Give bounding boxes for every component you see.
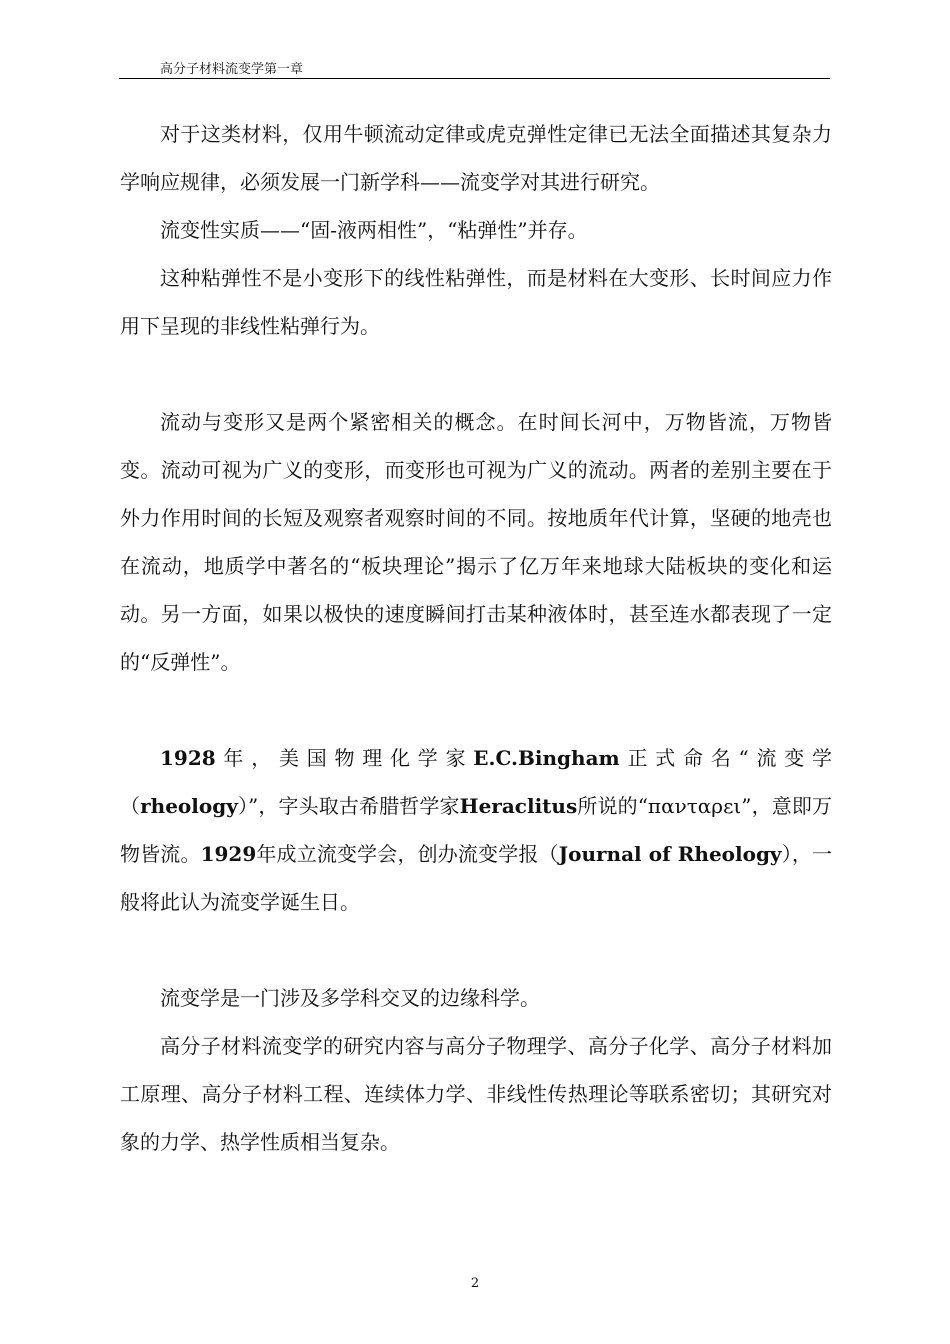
paragraph-5 <box>120 734 832 926</box>
text-segment: 正式命名“流变学（ <box>120 746 832 818</box>
paragraph-gap <box>120 926 832 974</box>
text-segment: ），一般将此认为流变学诞生日。 <box>120 842 833 914</box>
year-1929: 1929 <box>200 842 257 866</box>
page-number: 2 <box>470 1276 480 1291</box>
journal-name: Journal of Rheology <box>558 842 782 866</box>
paragraph-1: 对于这类材料，仅用牛顿流动定律或虎克弹性定律已无法全面描述其复杂力学响应规律，必须发展一门新学科——流变学对其进行研究。 <box>120 122 832 194</box>
paragraph-4: 流动与变形又是两个紧密相关的概念。在时间长河中，万物皆流，万物皆变。流动可视为广义的变形，而变形也可视为广义的流动。两者的差别主要在于外力作用时间的长短及观察者观察时间的不同。按地质年代计算，坚硬的地壳也在流动，地质学中著名的“板块理论”揭示了亿万年来地球大陆板块的变化和运动。另一方面，如果以极快的速度瞬间打击某种液体时，甚至连水都表现了一定的“反弹性”。 <box>120 410 832 674</box>
paragraph-6: 流变学是一门涉及多学科交叉的边缘科学。 <box>160 986 540 1010</box>
paragraph-2: 流变性实质——“固-液两相性”，“粘弹性”并存。 <box>160 218 588 242</box>
header-rule <box>119 78 830 79</box>
header-title: 高分子材料流变学第一章 <box>160 62 304 77</box>
paragraph-3: 这种粘弹性不是小变形下的线性粘弹性，而是材料在大变形、长时间应力作用下呈现的非线性粘弹行为。 <box>120 266 832 338</box>
paragraph-7: 高分子材料流变学的研究内容与高分子物理学、高分子化学、高分子材料加工原理、高分子材料工程、连续体力学、非线性传热理论等联系密切；其研究对象的力学、热学性质相当复杂。 <box>120 1034 832 1154</box>
paragraph-gap <box>120 686 832 734</box>
body-text <box>120 110 832 1166</box>
text-segment: 所说的“πανταρει”，意即万物皆流。 <box>120 794 832 866</box>
term-rheology: rheology <box>140 794 238 818</box>
year-1928: 1928 <box>160 746 216 770</box>
text-segment: 年成立流变学会，创办流变学报（ <box>256 842 559 866</box>
text-segment: 年，美国物理化学家 <box>215 746 474 770</box>
text-segment: ）”，字头取古希腊哲学家 <box>237 794 460 818</box>
paragraph-gap <box>120 350 832 398</box>
philosopher-name: Heraclitus <box>459 794 578 818</box>
scientist-name: E.C.Bingham <box>473 746 620 770</box>
